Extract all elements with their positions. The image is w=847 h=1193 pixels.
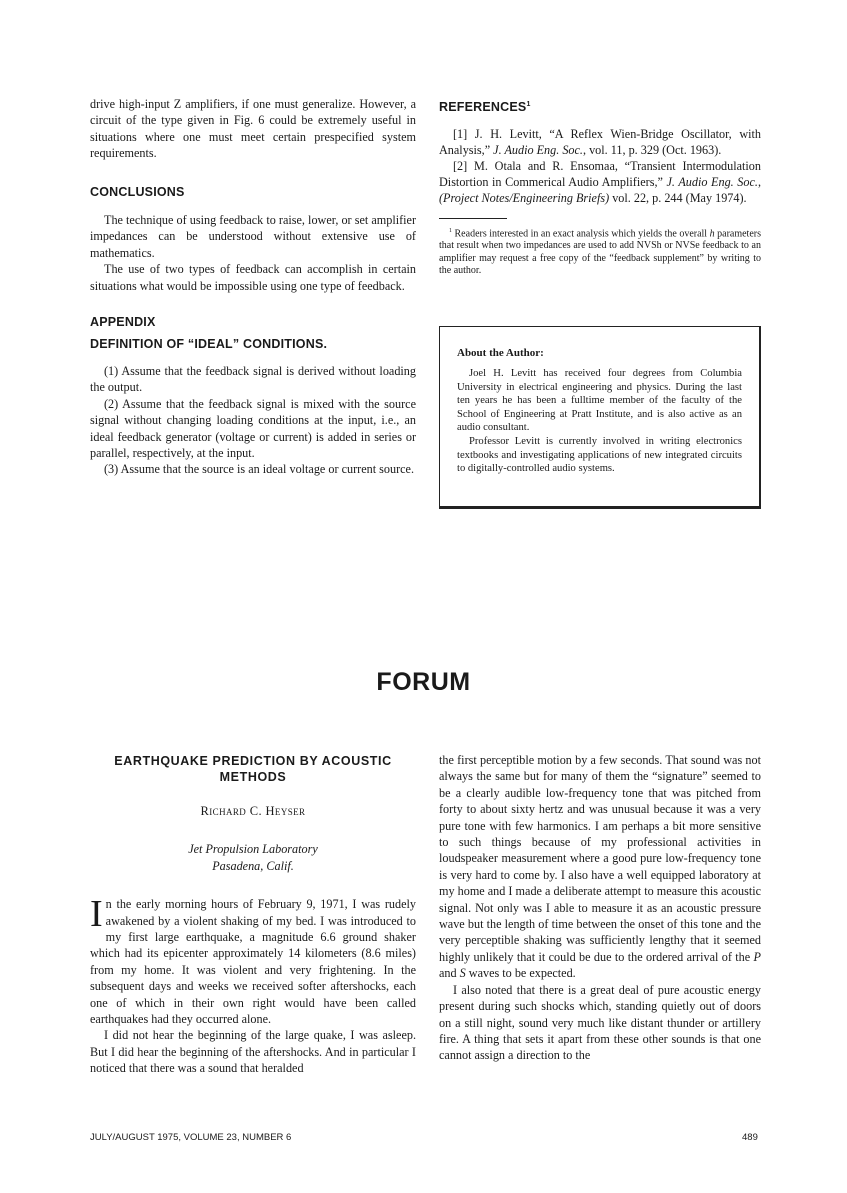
- reference-1-details: , vol. 11, p. 329 (Oct. 1963).: [582, 142, 722, 157]
- p-wave-symbol: P: [753, 949, 761, 964]
- reference-2: [439, 158, 761, 206]
- references-heading-sup: 1: [526, 101, 531, 108]
- article-title: EARTHQUAKE PREDICTION BY ACOUSTIC METHODS: [114, 754, 392, 784]
- footnote-1: [439, 225, 761, 278]
- footer-journal-info: JULY/AUGUST 1975, VOLUME 23, NUMBER 6: [90, 1132, 292, 1143]
- about-author-paragraph-1: Joel H. Levitt has received four degrees from Columbia University in electrical engineering and physics. During the last ten years he has been a fulltime member of the faculty of the School of Engineering at Pratt Institute, and is also active as an audio consultant.: [457, 368, 742, 434]
- reference-2-section: (Project Notes/Engineering Briefs): [439, 190, 610, 205]
- drop-cap: I: [90, 893, 103, 936]
- article-paragraph-1-text: n the early morning hours of February 9, 1971, I was rudely awakened by a violent shaking of my bed. I was introduced to my first large earthquake, a magnitude 6.6 ground shaker which had its epicenter approximately 14 kilometers (8.6 miles) from my home. It was violent and very frightening. In the subsequent days and weeks we received softer aftershocks, each one of which in their own right would have been called earthquakes had they occurred alone.: [90, 897, 416, 1027]
- article-paragraph-1: [90, 893, 416, 1027]
- references-column: [439, 97, 761, 278]
- about-author-box: [439, 326, 761, 509]
- footnote-rule: [439, 218, 507, 219]
- reference-1-journal: J. Audio Eng. Soc.: [493, 142, 583, 157]
- references-heading-text: REFERENCES: [439, 100, 527, 115]
- reference-2-journal: J. Audio Eng. Soc.: [666, 174, 758, 189]
- footnote-mark: 1: [449, 227, 452, 234]
- article-author: Richard C. Heyser: [200, 804, 306, 818]
- reference-1-authors: [1] J. H. Levitt, “A Reflex Wien-Bridge Oscillator, with Analysis,”: [439, 126, 761, 157]
- s-wave-symbol: S: [459, 966, 466, 981]
- references-heading: [439, 97, 761, 116]
- footer-page-number: 489: [742, 1132, 758, 1143]
- condition-1: (1) Assume that the feedback signal is derived without loading the output.: [90, 363, 416, 395]
- article-affiliation-1: Jet Propulsion Laboratory: [188, 842, 318, 857]
- appendix-heading: APPENDIX: [90, 315, 156, 330]
- footnote-text-a: Readers interested in an exact analysis which yields the overall: [452, 227, 710, 239]
- about-author-paragraph-2: Professor Levitt is currently involved in writing electronics textbooks and investigating applications of new integrated circuits to digitally-controlled audio systems.: [457, 435, 742, 475]
- about-author-title: About the Author:: [457, 347, 544, 359]
- reference-1: [439, 126, 761, 158]
- article-affiliation-2: Pasadena, Calif.: [212, 858, 294, 873]
- article-paragraph-3-and: and: [439, 966, 460, 981]
- article-left-column: [90, 753, 416, 1077]
- article-paragraph-3: [439, 752, 761, 982]
- forum-heading: FORUM: [376, 668, 471, 696]
- article-right-column: [439, 752, 761, 1064]
- intro-paragraph: drive high-input Z amplifiers, if one must generalize. However, a circuit of the type given in Fig. 6 could be extremely useful in situations where one must meet certain prespecified system requirements.: [90, 97, 416, 161]
- condition-3: (3) Assume that the source is an ideal voltage or current source.: [104, 462, 415, 477]
- condition-2: (2) Assume that the feedback signal is mixed with the source signal without changing loading conditions at the input, i.e., an ideal feedback generator (voltage or current) is added in series or parallel, respectively, at the input.: [90, 396, 416, 460]
- conclusions-heading: CONCLUSIONS: [90, 184, 185, 199]
- reference-2-authors: [2] M. Otala and R. Ensomaa, “Transient Intermodulation Distortion in Commerical Audio Amplifiers,”: [439, 158, 761, 189]
- reference-list: [439, 126, 761, 206]
- reference-2-details: vol. 22, p. 244 (May 1974).: [609, 190, 747, 205]
- top-left-column: [90, 96, 416, 478]
- footnote-h: h: [709, 227, 715, 239]
- article-paragraph-3-text-a: the first perceptible motion by a few seconds. That sound was not always the same but for many of them the “signature” seemed to be a clearly audible low-frequency tone that was pitched from forty to about sixty hertz and was unusual because it was a very pure tone with few harmonics. I am perhaps a bit more sensitive to such things because of my professional activities in loudspeaker measurement where a good pure low-frequency tone is very hard to come by. I also have a well equipped laboratory at my home and I made a deliberate attempt to measure this acoustic signal. Not only was I able to measure it as an acoustic pressure wave but the length of time between the onset of this tone and the very perceptible shaking was sufficiently lengthy that it seemed highly unlikely that it could be due to the ordered arrival of the: [439, 753, 761, 964]
- reference-2-sep: ,: [757, 174, 761, 189]
- conclusions-paragraph-2: The use of two types of feedback can accomplish in certain situations what would be impossible using one type of feedback.: [90, 262, 416, 293]
- article-paragraph-3-text-b: waves to be expected.: [465, 966, 576, 981]
- definition-heading: DEFINITION OF “IDEAL” CONDITIONS.: [90, 337, 328, 352]
- article-paragraph-4: I also noted that there is a great deal of pure acoustic energy present during such shocks which, standing quietly out of doors on a still night, sound very much like distant thunder or artillery fire. A thing that sets it apart from these other sounds is that one cannot assign a direction to the: [439, 982, 761, 1063]
- article-paragraph-2: I did not hear the beginning of the large quake, I was asleep. But I did hear the beginning of the aftershocks. And in particular I noticed that there was a sound that heralded: [90, 1028, 416, 1076]
- footnote-text-b: parameters that result when two impedances are used to add NVSh or NVSe feedback to an amplifier may request a free copy of the “feedback supplement” by writing to the author.: [439, 227, 761, 277]
- conclusions-paragraph-1: The technique of using feedback to raise, lower, or set amplifier impedances can be understood without extensive use of mathematics.: [90, 213, 416, 260]
